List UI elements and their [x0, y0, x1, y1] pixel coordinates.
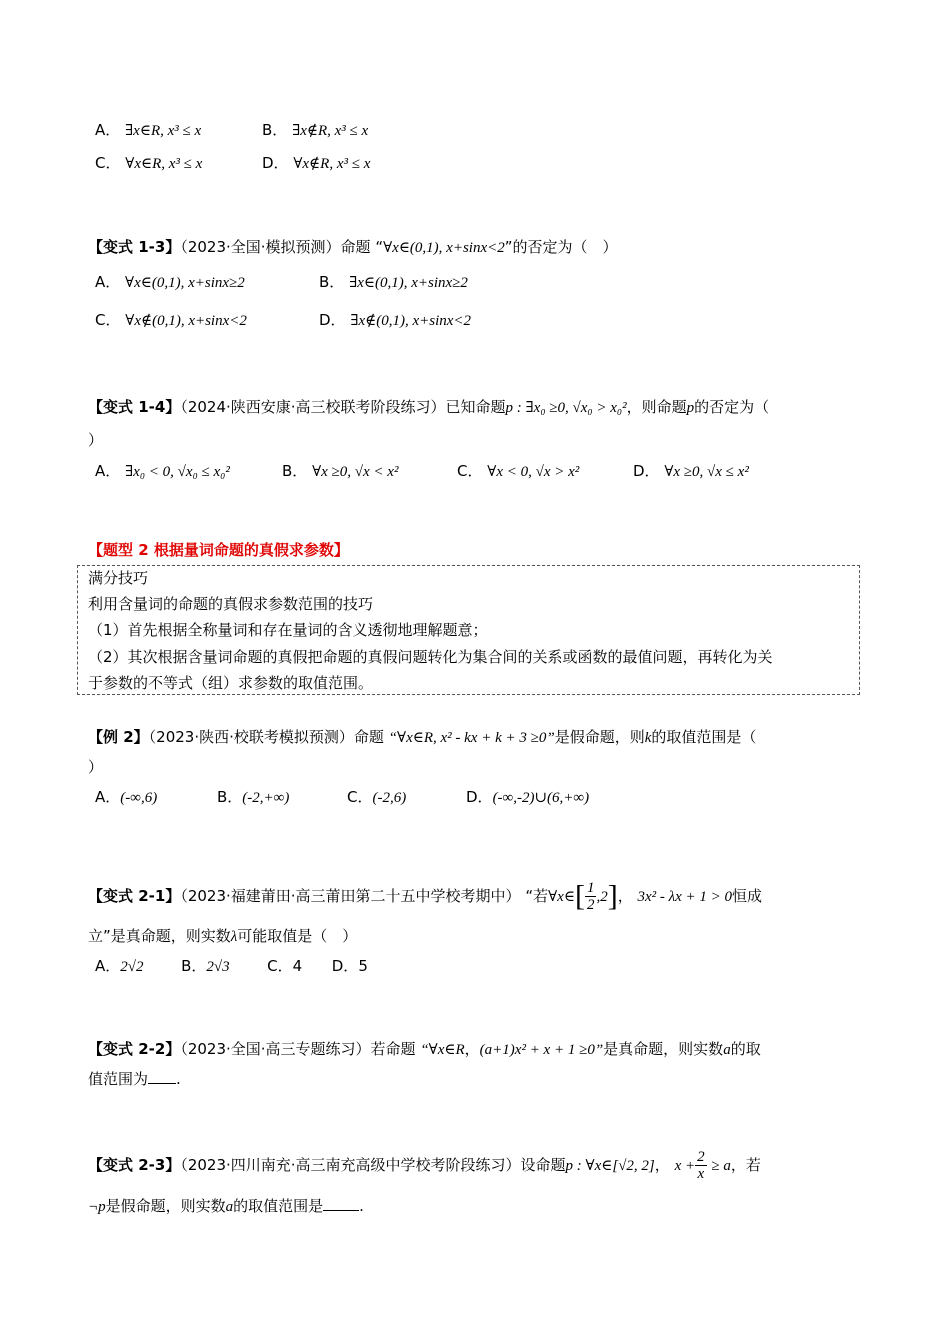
- section-title: 【题型 2 根据量词命题的真假求参数】: [88, 541, 349, 559]
- option-b: [217, 787, 289, 808]
- question-text: 是假命题，则实数: [105, 1197, 226, 1215]
- option-label: B．: [319, 273, 345, 291]
- punctuation: ，: [654, 1156, 670, 1174]
- question-formula: x +: [674, 1158, 696, 1174]
- option-formula: ∀x ≥0, √x ≤ x²: [664, 464, 749, 480]
- variable-p: p: [686, 400, 695, 416]
- question-tag: 【变式 2-3】: [88, 1156, 181, 1174]
- option-formula: (-∞,-2)∪(6,+∞): [492, 790, 590, 806]
- option-label: D．: [262, 154, 289, 172]
- question-formula: “∀x∈R: [420, 1042, 465, 1058]
- interval-end: ,2: [596, 889, 608, 905]
- question-source: （2023·全国·模拟预测）命题: [180, 238, 371, 256]
- question-text: 的取: [730, 1040, 761, 1058]
- answer-blank[interactable]: [323, 1196, 359, 1211]
- variable-lambda: λ: [230, 929, 238, 945]
- variable-a: a: [723, 1042, 731, 1058]
- option-c: [457, 461, 579, 482]
- quote-open: “: [375, 238, 384, 256]
- question-formula: “∀x∈R, x² - kx + k + 3 ≥0”: [388, 730, 555, 746]
- option-formula: (-∞,6): [120, 790, 158, 806]
- question-source: （2023·四川南充·高三南充高级中学校考阶段练习）设命题: [180, 1156, 566, 1174]
- option-formula: ∃x∈R, x³ ≤ x: [125, 123, 202, 139]
- punctuation: ，: [464, 1040, 480, 1058]
- option-label: D．: [331, 957, 359, 975]
- question-close: ）: [88, 758, 104, 776]
- negation-p: ¬p: [88, 1199, 106, 1215]
- question-tag: 【变式 2-1】: [88, 887, 181, 905]
- question-text: 可能取值是（ ）: [237, 927, 358, 945]
- option-label: D．: [633, 462, 660, 480]
- answer-blank[interactable]: [148, 1069, 176, 1084]
- tip-line: 于参数的不等式（组）求参数的取值范围。: [88, 674, 374, 692]
- option-formula: ∀x ≥0, √x < x²: [312, 464, 399, 480]
- question-close: ）: [88, 431, 104, 449]
- option-label: B．: [217, 788, 243, 806]
- tip-title: 满分技巧: [88, 569, 149, 587]
- option-formula: ∀x∈R, x³ ≤ x: [125, 156, 203, 172]
- question-text: ，若: [730, 1156, 761, 1174]
- question-tag: 【变式 1-3】: [88, 238, 181, 256]
- option-c: [95, 310, 247, 331]
- option-d-value: 5: [358, 957, 368, 975]
- options-row: [95, 956, 368, 977]
- option-label: A．: [95, 462, 121, 480]
- option-label: A．: [95, 957, 121, 975]
- option-label: A．: [95, 273, 121, 291]
- option-b: [319, 272, 468, 293]
- question-text: 的否定为（: [694, 398, 770, 416]
- option-d: [633, 461, 749, 482]
- question-text: 值范围为: [88, 1070, 149, 1088]
- punctuation: ，: [617, 887, 633, 905]
- option-formula: (-2,6): [372, 790, 407, 806]
- question-stem-tail: ”的否定为（ ）: [504, 238, 618, 256]
- punctuation: .: [359, 1197, 364, 1215]
- option-label: B．: [181, 957, 207, 975]
- question-source: （2023·全国·高三专题练习）若命题: [180, 1040, 416, 1058]
- question-formula: (a+1)x² + x + 1 ≥0”: [479, 1042, 604, 1058]
- question-2-3-line2: [88, 1196, 364, 1217]
- inequality: 3x² - λx + 1 > 0: [637, 889, 733, 905]
- question-text: 是真命题，则实数: [603, 1040, 724, 1058]
- option-a: [95, 787, 157, 808]
- option-formula: ∃x∉R, x³ ≤ x: [292, 123, 369, 139]
- question-text: 的取值范围是（: [651, 728, 757, 746]
- option-formula: ∀x∉R, x³ ≤ x: [293, 156, 371, 172]
- option-c: [347, 787, 406, 808]
- question-text: 的取值范围是: [233, 1197, 324, 1215]
- option-label: D．: [319, 311, 346, 329]
- question-tag: 【变式 1-4】: [88, 398, 181, 416]
- question-text: 恒成: [732, 887, 763, 905]
- option-formula: ∀x < 0, √x > x²: [487, 464, 580, 480]
- variable-k: k: [644, 730, 652, 746]
- option-formula: ∀x∈(0,1), x+sinx≥2: [125, 275, 245, 291]
- question-2-2: [88, 1039, 761, 1060]
- option-b: [282, 461, 398, 482]
- option-formula: ∃x₀ < 0, √x₀ ≤ x₀²: [125, 464, 230, 480]
- question-2-1-line2: [88, 926, 357, 947]
- question-source: （2023·陕西·校联考模拟预测）命题: [148, 728, 384, 746]
- punctuation: .: [176, 1070, 181, 1088]
- option-label: B．: [262, 121, 288, 139]
- option-d: [466, 787, 589, 808]
- option-d: [319, 310, 471, 331]
- question-text: “若: [525, 887, 549, 905]
- question-source: （2023·福建莆田·高三莆田第二十五中学校考期中）: [180, 887, 521, 905]
- question-1-3: [88, 237, 618, 258]
- question-formula: p : ∀x∈[√2, 2]: [565, 1158, 655, 1174]
- option-a: [95, 461, 230, 482]
- fraction-denominator: 2: [586, 897, 595, 913]
- tip-line: （2）其次根据含量词命题的真假把命题的真假问题转化为集合间的关系或函数的最值问题，再转化为关: [88, 648, 773, 666]
- question-2-1: 【变式 2-1】（2023·福建莆田·高三莆田第二十五中学校考期中） “若∀x∈[ $\frac{1}{2}$ ,2]， 3x² - λx + 1 > 0恒成: [88, 879, 763, 913]
- option-label: A．: [95, 788, 121, 806]
- question-2-2-line2: [88, 1069, 181, 1089]
- option-label: C．: [267, 957, 293, 975]
- question-formula: ≥ a: [711, 1158, 731, 1174]
- option-label: D．: [466, 788, 493, 806]
- fraction-numerator: 2: [697, 1149, 705, 1165]
- option-label: C．: [347, 788, 373, 806]
- question-text: ，则命题: [626, 398, 687, 416]
- question-tag: 【变式 2-2】: [88, 1040, 181, 1058]
- fraction: [585, 880, 597, 913]
- option-formula: ∃x∈(0,1), x+sinx≥2: [349, 275, 468, 291]
- question-tag: 【例 2】: [88, 728, 149, 746]
- option-d: [262, 153, 370, 174]
- variable-a: a: [225, 1199, 234, 1215]
- option-label: C．: [95, 311, 121, 329]
- option-c: [95, 153, 202, 174]
- tip-line: 利用含量词的命题的真假求参数范围的技巧: [88, 595, 374, 613]
- option-c-value: 4: [292, 957, 303, 975]
- option-a: [95, 120, 201, 141]
- option-formula: ∃x∉(0,1), x+sinx<2: [350, 313, 472, 329]
- option-label: C．: [95, 154, 121, 172]
- tip-line: （1）首先根据全称量词和存在量词的含义透彻地理解题意；: [88, 621, 488, 639]
- option-label: B．: [282, 462, 308, 480]
- question-source: （2024·陕西安康·高三校联考阶段练习）已知命题: [180, 398, 506, 416]
- fraction-denominator: x: [697, 1166, 705, 1182]
- question-2-3: [88, 1142, 761, 1188]
- option-b-value: 2√3: [206, 959, 230, 975]
- option-formula: (-2,+∞): [242, 790, 290, 806]
- fraction: [695, 1149, 707, 1182]
- example-2: [88, 727, 756, 748]
- option-a: [95, 272, 245, 293]
- fraction-numerator: 1: [586, 880, 595, 896]
- question-text: 是假命题，则: [554, 728, 645, 746]
- option-label: C．: [457, 462, 483, 480]
- question-text: 立”是真命题，则实数: [88, 927, 231, 945]
- question-formula: ∀x∈: [548, 889, 575, 905]
- option-label: A．: [95, 121, 121, 139]
- option-b: [262, 120, 368, 141]
- question-formula: p : ∃x₀ ≥0, √x₀ > x₀²: [505, 400, 627, 416]
- question-formula: ∀x∈(0,1), x+sinx<2: [383, 240, 505, 256]
- question-1-4: [88, 397, 769, 418]
- option-a-value: 2√2: [120, 959, 144, 975]
- option-formula: ∀x∉(0,1), x+sinx<2: [125, 313, 247, 329]
